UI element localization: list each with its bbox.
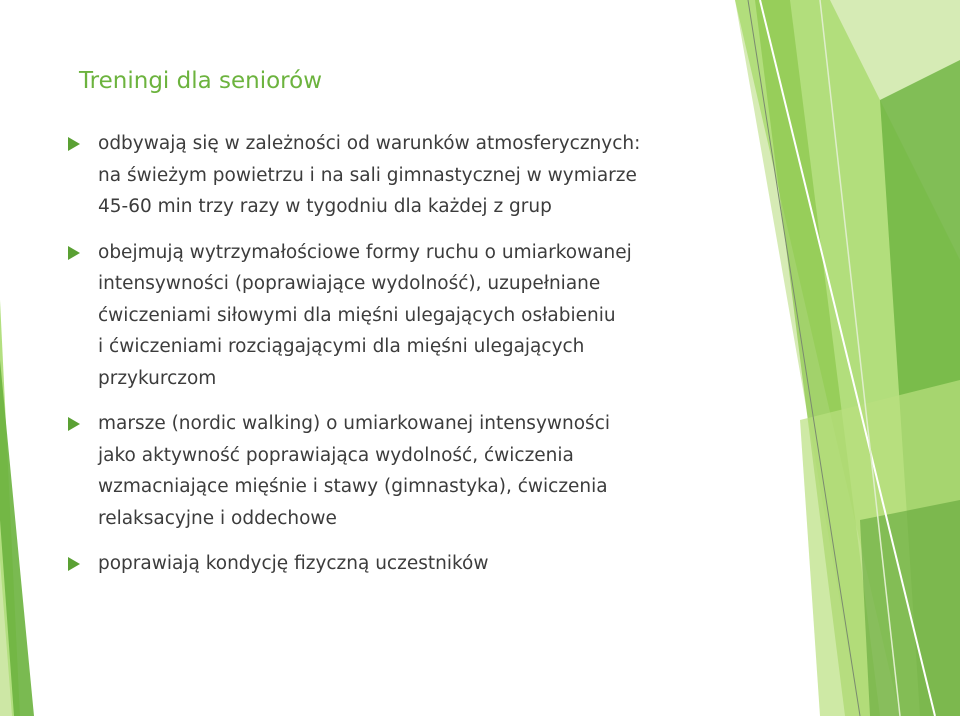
bullet-line: intensywności (poprawiające wydolność), uzupełniane [98, 273, 601, 294]
bullet-line: przykurczom [98, 367, 217, 389]
bullet-line: marsze (nordic walking) o umiarkowanej intensywności [98, 413, 611, 434]
bullet-arrow-icon [68, 246, 80, 260]
bullet-line: jako aktywność poprawiająca wydolność, ćwiczenia [98, 444, 574, 466]
bullet-arrow-icon [68, 417, 80, 431]
bullet-item-3 [68, 408, 748, 534]
bullet-line: ćwiczeniami siłowymi dla mięśni ulegających osłabieniu [98, 304, 616, 326]
bullet-line: poprawiają kondycję fizyczną uczestników [98, 553, 489, 574]
bullet-line: 45-60 min trzy razy w tygodniu dla każdej z grup [98, 196, 552, 217]
slide-title: Treningi dla seniorów [79, 68, 323, 94]
facet-right-6 [860, 500, 960, 716]
bullet-arrow-icon [68, 137, 80, 151]
bullet-line: i ćwiczeniami rozciągającymi dla mięśni ulegających [98, 336, 585, 357]
bullet-item-4 [68, 548, 748, 580]
bullet-line: obejmują wytrzymałościowe formy ruchu o umiarkowanej [98, 241, 632, 263]
bullet-item-1 [68, 128, 748, 223]
bullet-line: relaksacyjne i oddechowe [98, 507, 337, 529]
bullet-arrow-icon [68, 557, 80, 571]
bullet-list [68, 128, 748, 594]
bullet-item-2 [68, 237, 748, 395]
bullet-line: odbywają się w zależności od warunków atmosferycznych: [98, 133, 641, 154]
bullet-line: wzmacniające mięśnie i stawy (gimnastyka), ćwiczenia [98, 476, 608, 497]
bullet-line: na świeżym powietrzu i na sali gimnastycznej w wymiarze [98, 164, 637, 186]
